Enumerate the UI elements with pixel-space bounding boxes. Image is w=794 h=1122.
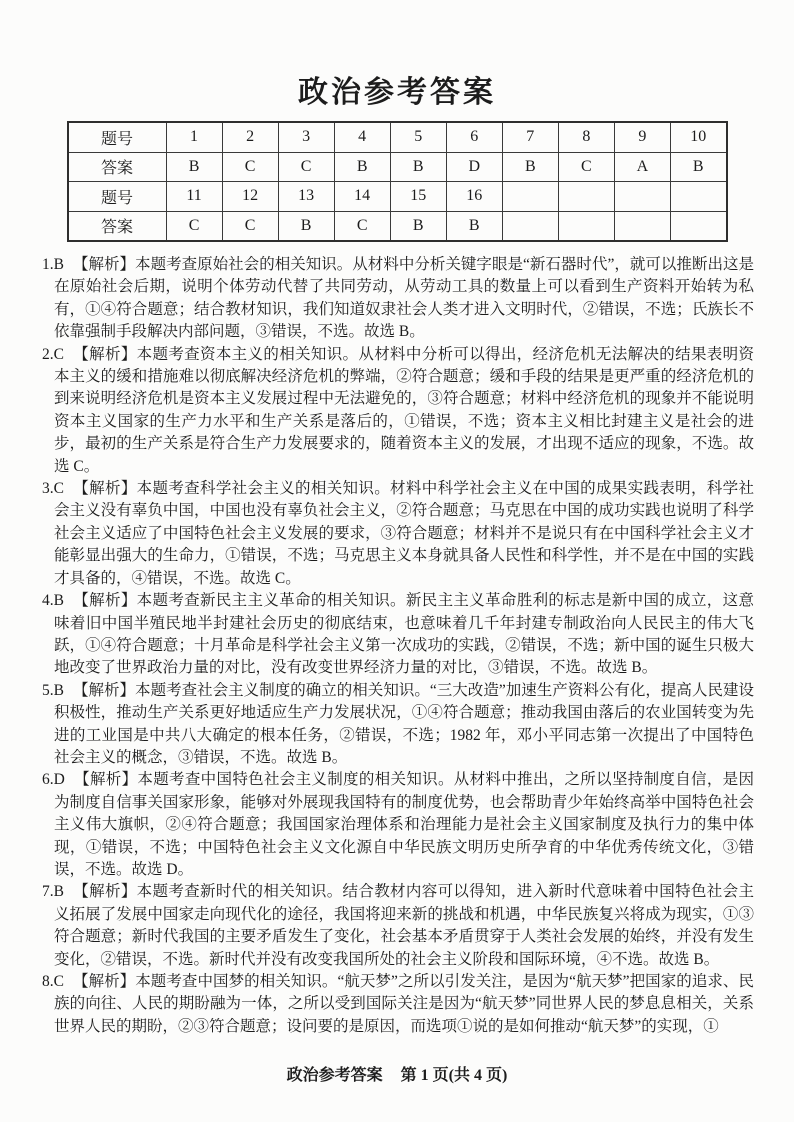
answer-table xyxy=(67,121,728,242)
row-label: 题号 xyxy=(68,182,167,212)
explanation-text: 【解析】本题考查新民主主义革命的相关知识。新民主主义革命胜利的标志是新中国的成立，这意味着旧中国半殖民地半封建社会历史的彻底结束，也意味着几千年封建专制政治向人民民主的伟大飞跃，①④符合题意；十月革命是科学社会主义第一次成功的实践，②错误，不选；新中国的诞生只极大地改变了世界政治力量的对比，没有改变世界经济力量的对比，③错误，不选。故选 B。 xyxy=(54,592,754,677)
answer-cell: 7 xyxy=(502,122,558,152)
question-answer-label: 2.C xyxy=(42,345,64,363)
answer-cell: B xyxy=(278,211,334,241)
question-answer-label: 8.C xyxy=(42,973,64,990)
answer-cell: B xyxy=(390,152,446,182)
answer-cell: B xyxy=(166,152,222,182)
explanation-item xyxy=(42,881,754,971)
answer-cell: 12 xyxy=(222,182,278,212)
answer-cell: C xyxy=(166,211,222,241)
question-answer-label: 1.B xyxy=(42,256,64,273)
answer-cell: 3 xyxy=(278,122,334,152)
answer-cell: 13 xyxy=(278,182,334,212)
explanation-item xyxy=(42,590,754,680)
answer-cell: B xyxy=(446,211,502,241)
answer-cell xyxy=(614,211,670,241)
answer-cell: C xyxy=(222,152,278,182)
explanation-text: 【解析】本题考查社会主义制度的确立的相关知识。“三大改造”加速生产资料公有化，提高人民建设积极性，推动生产关系更好地适应生产力发展状况，①④符合题意；推动我国由落后的农业国转变为先进的工业国是中共八大确定的根本任务，②错误，不选；1982 年，邓小平同志第一次提出了中国特色社会主义的概念，③错误，不选。故选 B。 xyxy=(54,681,754,766)
answer-cell xyxy=(558,182,614,212)
answer-cell xyxy=(614,182,670,212)
explanation-item xyxy=(42,971,754,1038)
answer-cell: B xyxy=(334,152,390,182)
page-footer xyxy=(0,1062,794,1085)
answer-cell: D xyxy=(446,152,502,182)
answer-cell xyxy=(670,211,726,241)
explanation-text: 【解析】本题考查新时代的相关知识。结合教材内容可以得知，进入新时代意味着中国特色社会主义拓展了发展中国家走向现代化的途径，我国将迎来新的挑战和机遇，中华民族复兴将成为现实，①③符合题意；新时代我国的主要矛盾发生了变化，社会基本矛盾贯穿于人类社会发展的始终，并没有发生变化，②错误，不选。新时代并没有改变我国所处的社会主义阶段和国际环境，④不选。故选 B。 xyxy=(54,883,754,968)
answer-table-row xyxy=(68,182,727,212)
answer-cell: 10 xyxy=(670,122,726,152)
question-answer-label: 3.C xyxy=(42,480,64,498)
answer-cell: C xyxy=(222,211,278,241)
answer-cell: C xyxy=(558,152,614,182)
answer-cell xyxy=(502,211,558,241)
answer-cell xyxy=(670,182,726,212)
question-answer-label: 6.D xyxy=(42,771,65,789)
answer-cell: B xyxy=(502,152,558,182)
answer-cell: 15 xyxy=(390,182,446,212)
answer-cell: 2 xyxy=(222,122,278,152)
answer-cell xyxy=(502,182,558,212)
answer-cell: 9 xyxy=(614,122,670,152)
answer-table-row xyxy=(68,152,727,182)
footer-page-number: 第 1 页(共 4 页) xyxy=(400,1067,508,1084)
answer-cell: 16 xyxy=(446,182,502,212)
footer-doc-title: 政治参考答案 xyxy=(286,1067,383,1084)
explanation-text: 【解析】本题考查科学社会主义的相关知识。材料中科学社会主义在中国的成果实践表明，科学社会主义没有辜负中国，中国也没有辜负社会主义，②符合题意；马克思在中国的成功实践也说明了科学社会主义适应了中国特色社会主义发展的要求，③符合题意；材料并不是说只有在中国科学社会主义才能彰显出强大的生命力，①错误，不选；马克思主义本身就具备人民性和科学性，并不是在中国的实践才具备的，④错误，不选。故选 C。 xyxy=(54,480,754,587)
explanation-item xyxy=(42,254,754,344)
explanation-text: 【解析】本题考查中国特色社会主义制度的相关知识。从材料中推出，之所以坚持制度自信，是因为制度自信事关国家形象，能够对外展现我国特有的制度优势，也会帮助青少年始终高举中国特色社会主义伟大旗帜，②④符合题意；我国国家治理体系和治理能力是社会主义国家制度及执行力的集中体现，①错误，不选；中国特色社会主义文化源自中华民族文明历史所孕育的中华优秀传统文化，③错误，不选。故选 D。 xyxy=(54,771,754,878)
explanation-item xyxy=(42,680,754,770)
answer-cell: C xyxy=(278,152,334,182)
answer-cell: 5 xyxy=(390,122,446,152)
answer-cell: 4 xyxy=(334,122,390,152)
explanation-item xyxy=(42,478,754,590)
explanation-item xyxy=(42,344,754,478)
answer-cell: A xyxy=(614,152,670,182)
answer-cell: 14 xyxy=(334,182,390,212)
answer-cell: 11 xyxy=(166,182,222,212)
page-title: 政治参考答案 xyxy=(298,76,496,109)
explanations-list xyxy=(42,254,754,1038)
explanation-text: 【解析】本题考查中国梦的相关知识。“航天梦”之所以引发关注，是因为“航天梦”把国家的追求、民族的向往、人民的期盼融为一体，之所以受到国际关注是因为“航天梦”同世界人民的梦息息相关，关系世界人民的期盼，②③符合题意；设问要的是原因，而选项①说的是如何推动“航天梦”的实现，① xyxy=(54,973,754,1035)
answer-cell: 8 xyxy=(558,122,614,152)
answer-cell: 6 xyxy=(446,122,502,152)
question-answer-label: 5.B xyxy=(42,681,64,699)
answer-table-row xyxy=(68,122,727,152)
row-label: 答案 xyxy=(68,152,167,182)
explanation-text: 【解析】本题考查原始社会的相关知识。从材料中分析关键字眼是“新石器时代”，就可以推断出这是在原始社会后期，说明个体劳动代替了共同劳动，从劳动工具的数量上可以看到生产资料开始转为私有，①④符合题意；结合教材知识，我们知道奴隶社会人类才进入文明时代，②错误，不选；氏族长不依靠强制手段解决内部问题，③错误，不选。故选 B。 xyxy=(54,256,754,341)
row-label: 题号 xyxy=(68,122,167,152)
row-label: 答案 xyxy=(68,211,167,241)
answer-cell: C xyxy=(334,211,390,241)
explanation-item xyxy=(42,769,754,881)
question-answer-label: 7.B xyxy=(42,883,64,901)
question-answer-label: 4.B xyxy=(42,592,64,610)
explanation-text: 【解析】本题考查资本主义的相关知识。从材料中分析可以得出，经济危机无法解决的结果表明资本主义的缓和措施难以彻底解决经济危机的弊端，②符合题意；缓和手段的结果是更严重的经济危机的到来说明经济危机是资本主义发展过程中无法避免的，③符合题意；材料中经济危机的现象并不能说明资本主义国家的生产力水平和生产关系是落后的，①错误，不选；资本主义相比封建主义是社会的进步，最初的生产关系是符合生产力发展要求的，随着资本主义的发展，才出现不适应的现象，不选。故选 C。 xyxy=(54,345,754,475)
answer-cell xyxy=(558,211,614,241)
answer-table-row xyxy=(68,211,727,241)
answer-cell: 1 xyxy=(166,122,222,152)
answer-cell: B xyxy=(670,152,726,182)
answer-cell: B xyxy=(390,211,446,241)
